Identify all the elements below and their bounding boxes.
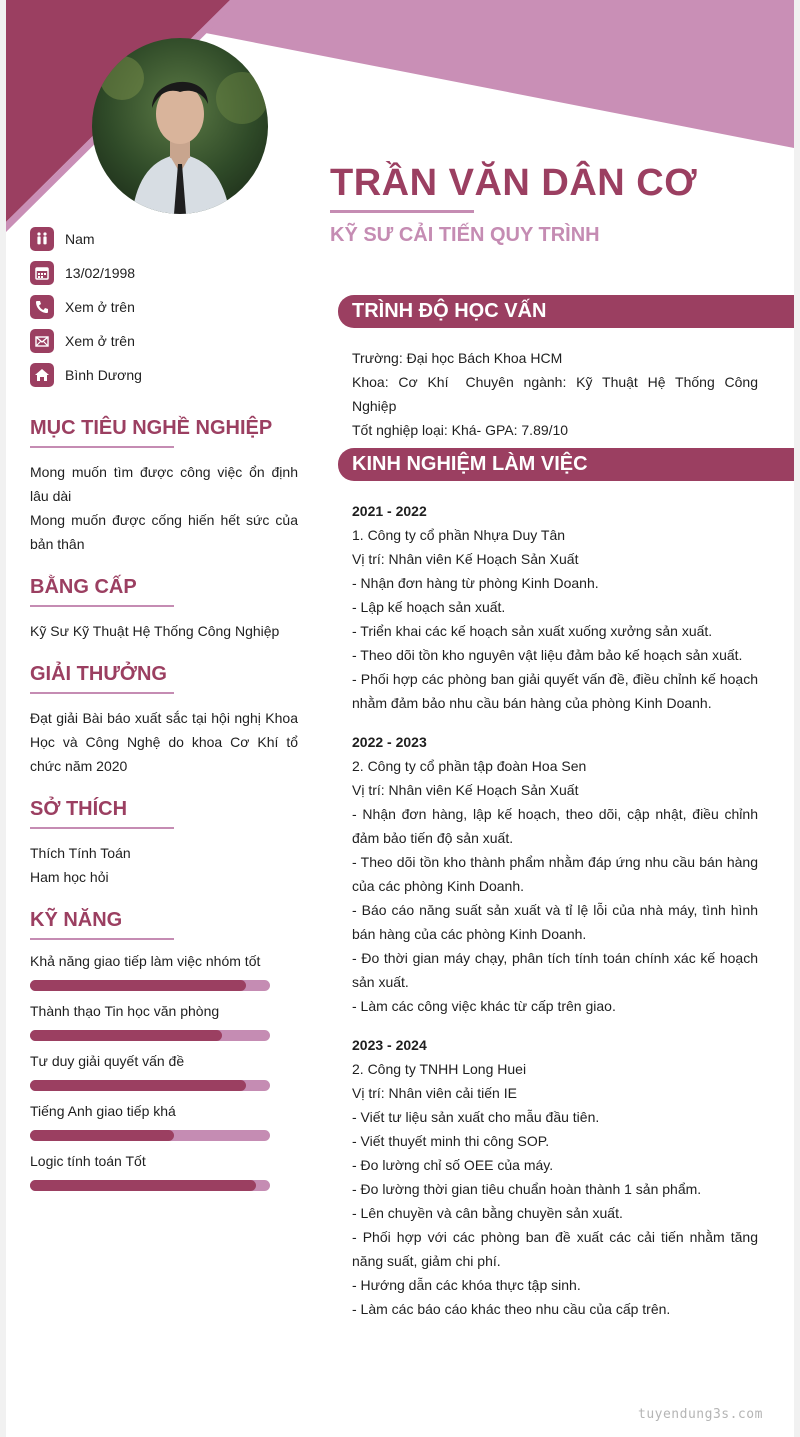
contact-list [30, 222, 310, 392]
job-duty: - Triển khai các kế hoạch sản xuất xuống xưởng sản xuất. [352, 623, 713, 639]
job-position: Vị trí: Nhân viên Kế Hoạch Sản Xuất [352, 782, 579, 798]
job-duty: - Phối hợp với các phòng ban đề xuất các cải tiến nhằm tăng năng suất, giảm chi phí. [352, 1229, 758, 1269]
job-duty: - Đo thời gian máy chạy, phân tích tính toán chính xác kế hoạch sản xuất. [352, 950, 758, 990]
skill-label: Logic tính toán Tốt [30, 1153, 146, 1169]
hobbies-heading: SỞ THÍCH [30, 798, 128, 820]
objective-heading: MỤC TIÊU NGHỀ NGHIỆP [30, 417, 273, 439]
hobbies-section [30, 798, 298, 889]
contact-address [30, 358, 310, 392]
skill-bar-fill [30, 1180, 256, 1191]
award-text: Đạt giải Bài báo xuất sắc tại hội nghị Khoa Học và Công Nghệ do khoa Cơ Khí tổ chức năm 2020 [30, 710, 298, 774]
education-major: Chuyên ngành: Kỹ Thuật Hệ Thống Công Nghiệp [352, 374, 759, 414]
job-duty: - Phối hợp các phòng ban giải quyết vấn đề, điều chỉnh kế hoạch nhằm đảm bảo nhu cầu bán hàng của phòng Kinh Doanh. [352, 671, 758, 711]
objective-line: Mong muốn được cống hiến hết sức của bản thân [30, 512, 298, 552]
skill-label: Tư duy giải quyết vấn đề [30, 1053, 185, 1069]
skill-item [30, 1003, 270, 1019]
job-duty: - Làm các công việc khác từ cấp trên giao. [352, 998, 616, 1014]
candidate-name: TRẦN VĂN DÂN CƠ [330, 162, 698, 204]
job-duty: - Theo dõi tồn kho thành phẩm nhằm đáp ứng nhu cầu bán hàng của các phòng Kinh Doanh. [352, 854, 758, 894]
skill-label: Tiếng Anh giao tiếp khá [30, 1103, 176, 1119]
home-icon [30, 363, 54, 387]
job-entry [352, 730, 758, 1018]
contact-address-text: Bình Dương [65, 367, 142, 383]
skill-bar-track [30, 980, 270, 991]
contact-birthday [30, 256, 310, 290]
education-faculty: Khoa: Cơ Khí [352, 374, 449, 390]
gender-icon [30, 227, 54, 251]
job-title: KỸ SƯ CẢI TIẾN QUY TRÌNH [330, 224, 600, 246]
skill-item [30, 1103, 270, 1119]
name-underline [330, 210, 474, 213]
job-duty: - Đo lường chỉ số OEE của máy. [352, 1157, 554, 1173]
skills-rule [30, 938, 174, 940]
contact-gender-text: Nam [65, 231, 95, 247]
contact-phone-text: Xem ở trên [65, 299, 135, 315]
degree-section [30, 576, 298, 643]
skills-section [30, 909, 298, 940]
job-duty: - Nhận đơn hàng, lập kế hoạch, theo dõi, cập nhật, điều chỉnh đảm bảo tiến độ sản xuất. [352, 806, 758, 846]
skill-label: Khả năng giao tiếp làm việc nhóm tốt [30, 953, 261, 969]
job-period: 2023 - 2024 [352, 1037, 427, 1053]
award-heading: GIẢI THƯỞNG [30, 663, 167, 685]
contact-email [30, 324, 310, 358]
experience-banner [338, 448, 794, 481]
education-faculty-row [352, 370, 758, 418]
degree-text: Kỹ Sư Kỹ Thuật Hệ Thống Công Nghiệp [30, 623, 280, 639]
skill-bar-track [30, 1180, 270, 1191]
job-duty: - Viết tư liệu sản xuất cho mẫu đầu tiên. [352, 1109, 600, 1125]
job-duty: - Đo lường thời gian tiêu chuẩn hoàn thành 1 sản phẩm. [352, 1181, 702, 1197]
award-rule [30, 692, 174, 694]
contact-gender [30, 222, 310, 256]
job-duty: - Làm các báo cáo khác theo nhu cầu của cấp trên. [352, 1301, 671, 1317]
job-period: 2022 - 2023 [352, 734, 427, 750]
skill-bar-track [30, 1080, 270, 1091]
contact-email-text: Xem ở trên [65, 333, 135, 349]
objective-line: Mong muốn tìm được công việc ổn định lâu dài [30, 464, 298, 504]
job-duty: - Lên chuyền và cân bằng chuyền sản xuất. [352, 1205, 623, 1221]
contact-birthday-text: 13/02/1998 [65, 265, 136, 281]
job-company: 2. Công ty cổ phần tập đoàn Hoa Sen [352, 758, 587, 774]
skill-bar-track [30, 1030, 270, 1041]
degree-rule [30, 605, 174, 607]
degree-heading: BẰNG CẤP [30, 576, 137, 598]
job-duty: - Viết thuyết minh thi công SOP. [352, 1133, 550, 1149]
skills-heading: KỸ NĂNG [30, 909, 123, 931]
objective-rule [30, 446, 174, 448]
email-icon [30, 329, 54, 353]
experience-heading: KINH NGHIỆM LÀM VIỆC [352, 453, 588, 475]
skill-label: Thành thạo Tin học văn phòng [30, 1003, 220, 1019]
objective-section [30, 417, 298, 556]
job-position: Vị trí: Nhân viên Kế Hoạch Sản Xuất [352, 551, 579, 567]
education-details [352, 346, 758, 442]
job-company: 2. Công ty TNHH Long Huei [352, 1061, 527, 1077]
job-duty: - Nhận đơn hàng từ phòng Kinh Doanh. [352, 575, 599, 591]
hobby-item: Ham học hỏi [30, 869, 109, 885]
education-heading: TRÌNH ĐỘ HỌC VẤN [352, 300, 547, 322]
skill-item [30, 1053, 270, 1069]
watermark: tuyendung3s.com [638, 1407, 763, 1422]
skill-item [30, 1153, 270, 1169]
contact-phone [30, 290, 310, 324]
job-period: 2021 - 2022 [352, 503, 427, 519]
award-section [30, 663, 298, 778]
skill-bar-track [30, 1130, 270, 1141]
job-company: 1. Công ty cổ phần Nhựa Duy Tân [352, 527, 566, 543]
job-entry [352, 1033, 758, 1321]
skill-bar-fill [30, 980, 246, 991]
job-duty: - Báo cáo năng suất sản xuất và tỉ lệ lỗi của nhà máy, tình hình bán hàng của các phòng Kinh Doanh. [352, 902, 758, 942]
skill-item [30, 953, 270, 969]
job-entry [352, 499, 758, 715]
calendar-icon [30, 261, 54, 285]
job-duty: - Theo dõi tồn kho nguyên vật liệu đảm bảo kế hoạch sản xuất. [352, 647, 743, 663]
hobbies-rule [30, 827, 174, 829]
skill-bar-fill [30, 1130, 174, 1141]
avatar [92, 38, 268, 214]
job-duty: - Lập kế hoạch sản xuất. [352, 599, 506, 615]
skill-bar-fill [30, 1030, 222, 1041]
education-banner [338, 295, 794, 328]
job-duty: - Hướng dẫn các khóa thực tập sinh. [352, 1277, 581, 1293]
skill-bar-fill [30, 1080, 246, 1091]
job-position: Vị trí: Nhân viên cải tiến IE [352, 1085, 517, 1101]
phone-icon [30, 295, 54, 319]
education-school: Trường: Đại học Bách Khoa HCM [352, 350, 563, 366]
education-graduation: Tốt nghiệp loại: Khá- GPA: 7.89/10 [352, 422, 569, 438]
hobby-item: Thích Tính Toán [30, 845, 131, 861]
